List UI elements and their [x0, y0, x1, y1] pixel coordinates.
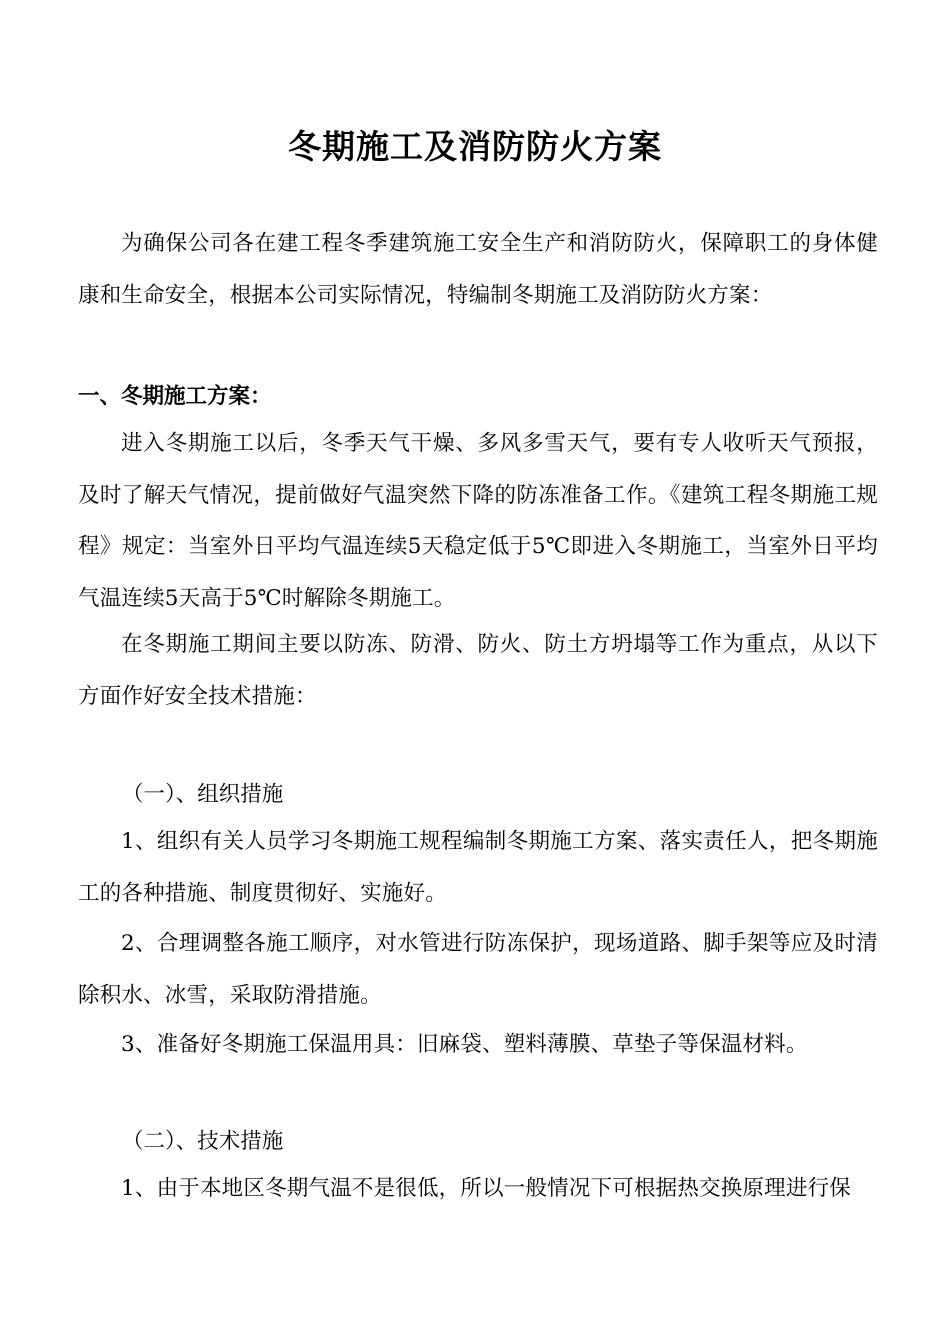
- sub1-item-2: 2、合理调整各施工顺序，对水管进行防冻保护，现场道路、脚手架等应及时清除积水、冰雪，采取防滑措施。: [78, 931, 878, 1008]
- sub2-heading: （二）、技术措施: [122, 1129, 284, 1154]
- intro-paragraph: 为确保公司各在建工程冬季建筑施工安全生产和消防防火，保障职工的身体健康和生命安全，根据本公司实际情况，特编制冬期施工及消防防火方案：: [78, 231, 878, 308]
- section1-heading: 一、冬期施工方案：: [78, 384, 272, 409]
- section1-paragraph-2: 在冬期施工期间主要以防冻、防滑、防火、防土方坍塌等工作为重点，从以下方面作好安全技术措施：: [78, 632, 878, 709]
- section1-paragraph-1: 进入冬期施工以后，冬季天气干燥、多风多雪天气，要有专人收听天气预报，及时了解天气情况，提前做好气温突然下降的防冻准备工作。《建筑工程冬期施工规程》规定：当室外日平均气温连续5天稳定低于5℃即进入冬期施工，当室外日平均气温连续5天高于5℃时解除冬期施工。: [78, 431, 878, 611]
- document-title: 冬期施工及消防防火方案: [288, 127, 662, 166]
- sub1-item-3: 3、准备好冬期施工保温用具：旧麻袋、塑料薄膜、草垫子等保温材料。: [121, 1032, 808, 1057]
- sub1-heading: （一）、组织措施: [122, 782, 284, 807]
- sub1-item-1: 1、组织有关人员学习冬期施工规程编制冬期施工方案、落实责任人，把冬期施工的各种措施、制度贯彻好、实施好。: [78, 829, 878, 906]
- sub2-item-1: 1、由于本地区冬期气温不是很低，所以一般情况下可根据热交换原理进行保: [121, 1176, 851, 1201]
